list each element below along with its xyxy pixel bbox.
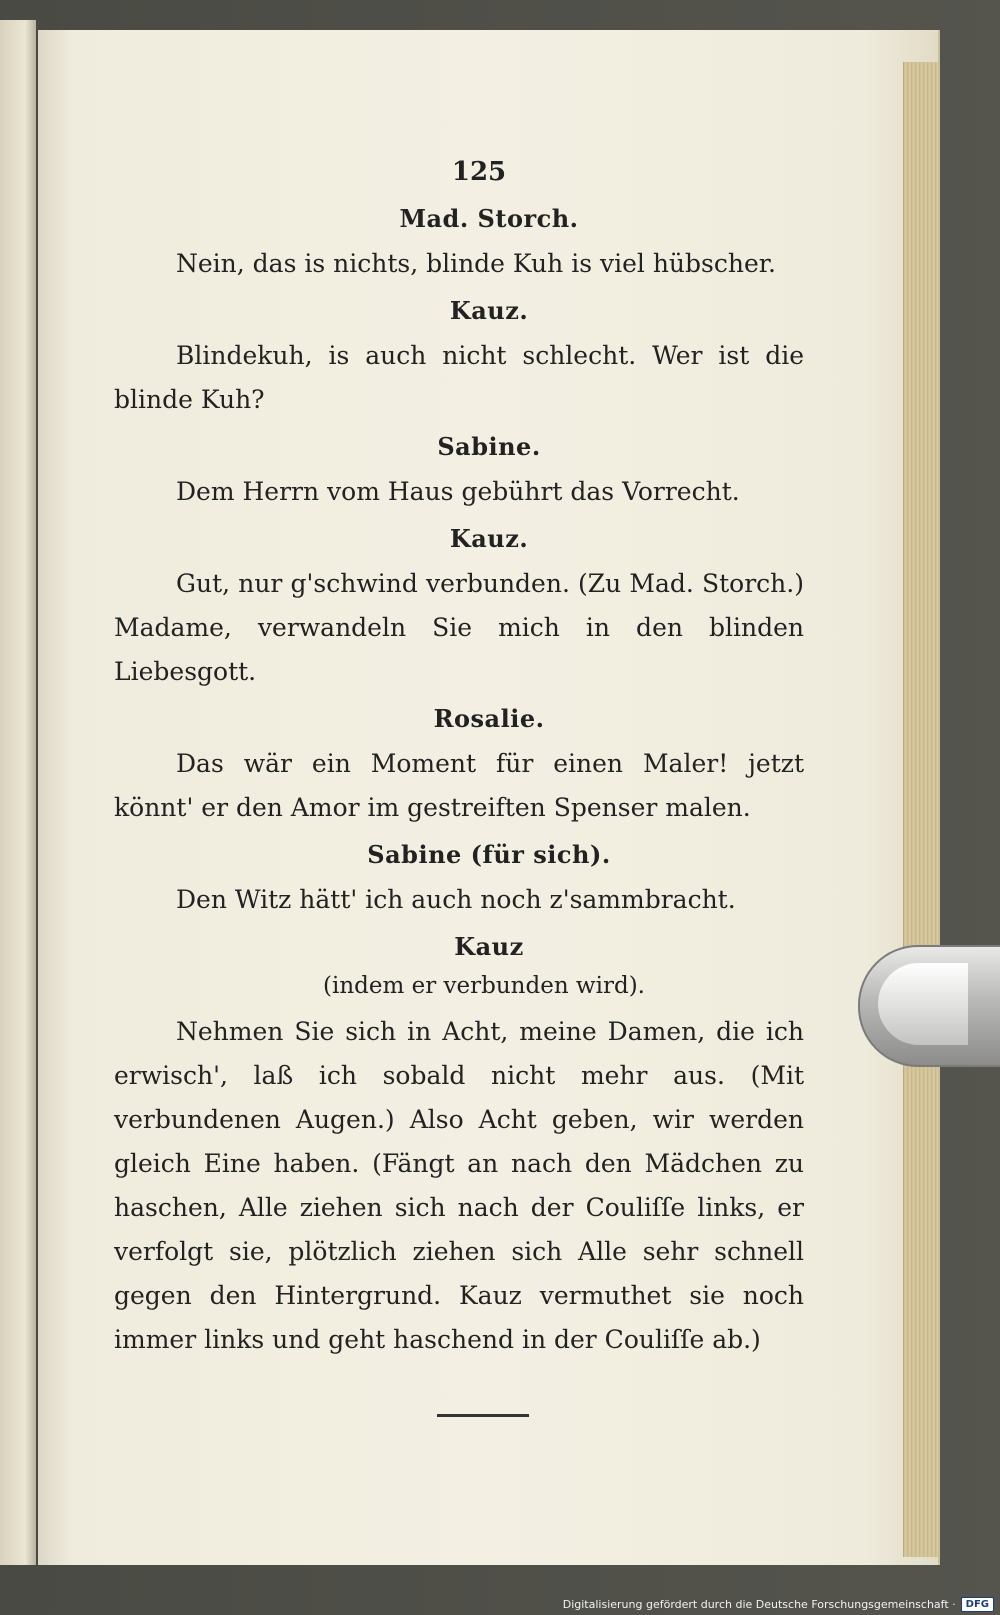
dialogue-paragraph: Blindekuh, is auch nicht schlecht. Wer ist die blinde Kuh? xyxy=(114,341,804,414)
page-stack-edge xyxy=(903,62,938,1557)
credit-text: Digitalisierung gefördert durch die Deutsche Forschungsgemeinschaft · xyxy=(562,1598,956,1611)
speaker-label: Sabine. xyxy=(437,432,541,461)
speaker-label: Mad. Storch. xyxy=(399,204,579,233)
speaker-label: Kauz. xyxy=(449,296,529,325)
dfg-logo: DFG xyxy=(961,1597,994,1612)
speaker-label: Rosalie. xyxy=(433,704,545,733)
dialogue-paragraph: Den Witz hätt' ich auch noch z'sammbracht. xyxy=(176,885,736,914)
dialogue-paragraph: Das wär ein Moment für einen Maler! jetzt könnt' er den Amor im gestreiften Spenser malen. xyxy=(114,749,804,822)
digitization-credit xyxy=(563,1597,994,1612)
dialogue-paragraph: Dem Herrn vom Haus gebührt das Vorrecht. xyxy=(176,477,740,506)
speaker-label: Kauz xyxy=(454,932,524,961)
speaker-label: Kauz. xyxy=(449,524,529,553)
page-number: 125 xyxy=(451,157,507,187)
page-holder-clip xyxy=(858,945,1000,1067)
left-page-edge xyxy=(0,20,36,1565)
dialogue-paragraph: Nein, das is nichts, blinde Kuh is viel hübscher. xyxy=(176,249,776,278)
dialogue-paragraph: Nehmen Sie sich in Acht, meine Damen, die ich erwisch', laß ich sobald nicht mehr aus. (Mit verbundenen Augen.) Also Acht geben, wir werden gleich Eine haben. (Fängt an nach den Mädchen zu haschen, Alle ziehen sich nach der Couliſſe links, er verfolgt sie, plötzlich ziehen sich Alle sehr schnell gegen den Hintergrund. Kauz vermuthet sie noch immer links und geht haschend in der Couliſſe ab.) xyxy=(114,1017,804,1354)
page-text xyxy=(114,150,804,1417)
end-rule xyxy=(437,1414,529,1417)
stage-direction: (indem er verbunden wird). xyxy=(323,973,645,999)
dialogue-paragraph: Gut, nur g'schwind verbunden. (Zu Mad. Storch.) Madame, verwandeln Sie mich in den blinden Liebesgott. xyxy=(114,569,804,686)
speaker-label: Sabine (für sich). xyxy=(367,840,611,869)
